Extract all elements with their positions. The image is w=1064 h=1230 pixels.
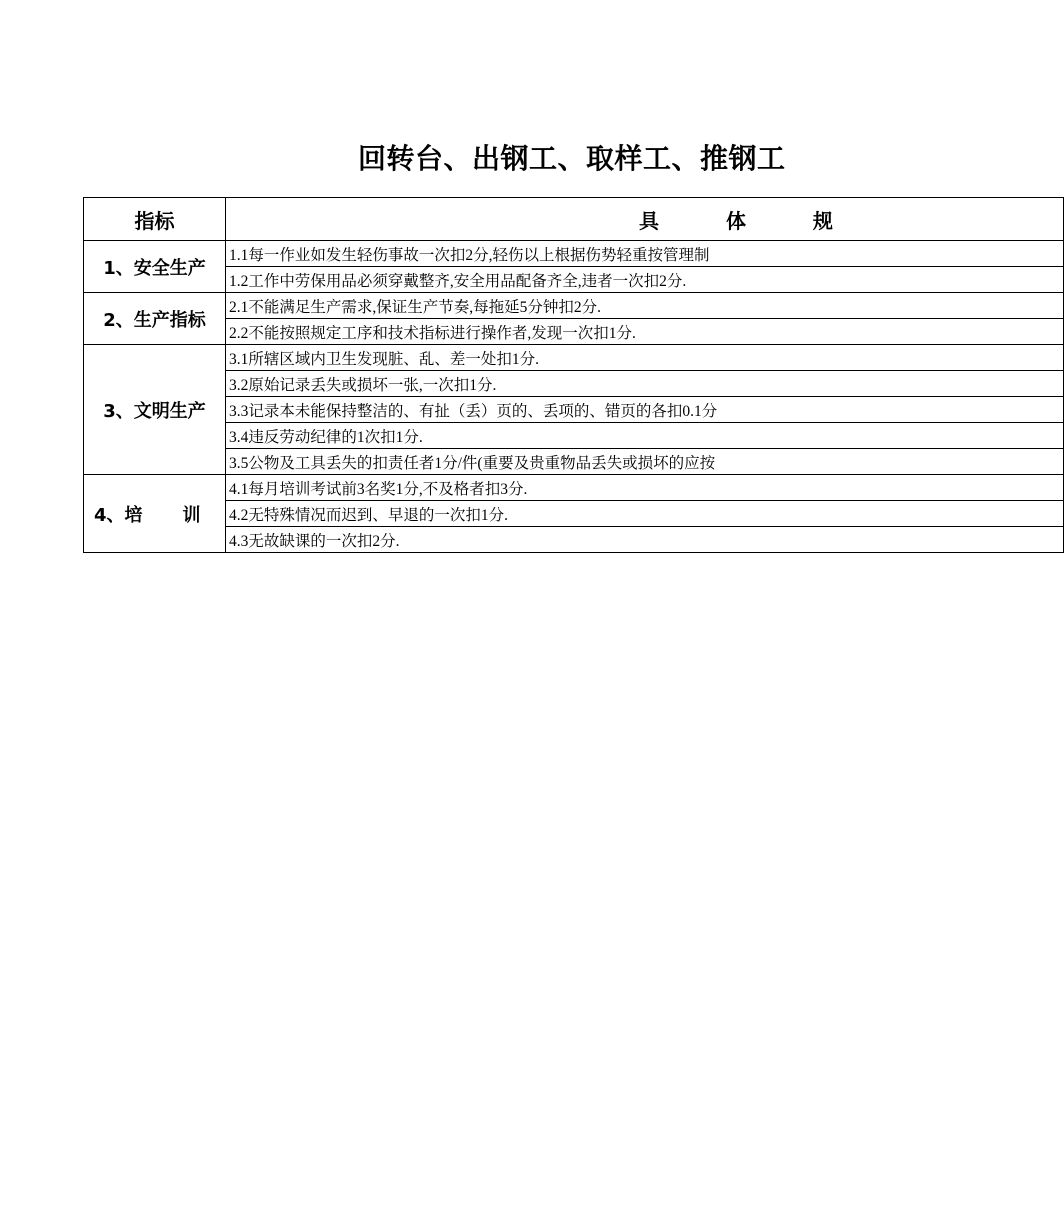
- header-row: [84, 198, 1064, 241]
- rule-cell: 4.2无特殊情况而迟到、早退的一次扣1分.: [226, 501, 1064, 527]
- rules-table: [83, 197, 1064, 553]
- rule-cell: 3.1所辖区域内卫生发现脏、乱、差一处扣1分.: [226, 345, 1064, 371]
- rule-cell: 3.4违反劳动纪律的1次扣1分.: [226, 423, 1064, 449]
- indicator-civilized: 3、文明生产: [84, 345, 226, 475]
- rule-cell: 4.3无故缺课的一次扣2分.: [226, 527, 1064, 553]
- rules-table-container: [83, 197, 863, 559]
- rule-cell: 3.3记录本未能保持整洁的、有扯（丢）页的、丢项的、错页的各扣0.1分: [226, 397, 1064, 423]
- table-row: [84, 397, 1064, 423]
- indicator-production: 2、生产指标: [84, 293, 226, 345]
- rule-cell: 2.1不能满足生产需求,保证生产节奏,每拖延5分钟扣2分.: [226, 293, 1064, 319]
- indicator-safety: 1、安全生产: [84, 241, 226, 293]
- table-row: [84, 267, 1064, 293]
- table-row: [84, 423, 1064, 449]
- table-row: [84, 345, 1064, 371]
- table-row: [84, 475, 1064, 501]
- rule-cell: 3.5公物及工具丢失的扣责任者1分/件(重要及贵重物品丢失或损坏的应按: [226, 449, 1064, 475]
- table-row: [84, 501, 1064, 527]
- table-row: [84, 319, 1064, 345]
- page-title: 回转台、出钢工、取样工、推钢工: [358, 142, 786, 175]
- indicator-training-part1: 4、培: [94, 504, 143, 526]
- table-row: [84, 241, 1064, 267]
- header-detail: 具 体 规: [226, 198, 1064, 241]
- table-row: [84, 527, 1064, 553]
- indicator-training: [84, 475, 226, 553]
- rule-cell: 1.1每一作业如发生轻伤事故一次扣2分,轻伤以上根据伤势轻重按管理制: [226, 241, 1064, 267]
- table-row: [84, 449, 1064, 475]
- indicator-training-part2: 训: [182, 504, 201, 526]
- header-indicator: 指标: [84, 198, 226, 241]
- table-row: [84, 371, 1064, 397]
- rule-cell: 2.2不能按照规定工序和技术指标进行操作者,发现一次扣1分.: [226, 319, 1064, 345]
- rule-cell: 1.2工作中劳保用品必须穿戴整齐,安全用品配备齐全,违者一次扣2分.: [226, 267, 1064, 293]
- rule-cell: 4.1每月培训考试前3名奖1分,不及格者扣3分.: [226, 475, 1064, 501]
- rule-cell: 3.2原始记录丢失或损坏一张,一次扣1分.: [226, 371, 1064, 397]
- table-row: [84, 293, 1064, 319]
